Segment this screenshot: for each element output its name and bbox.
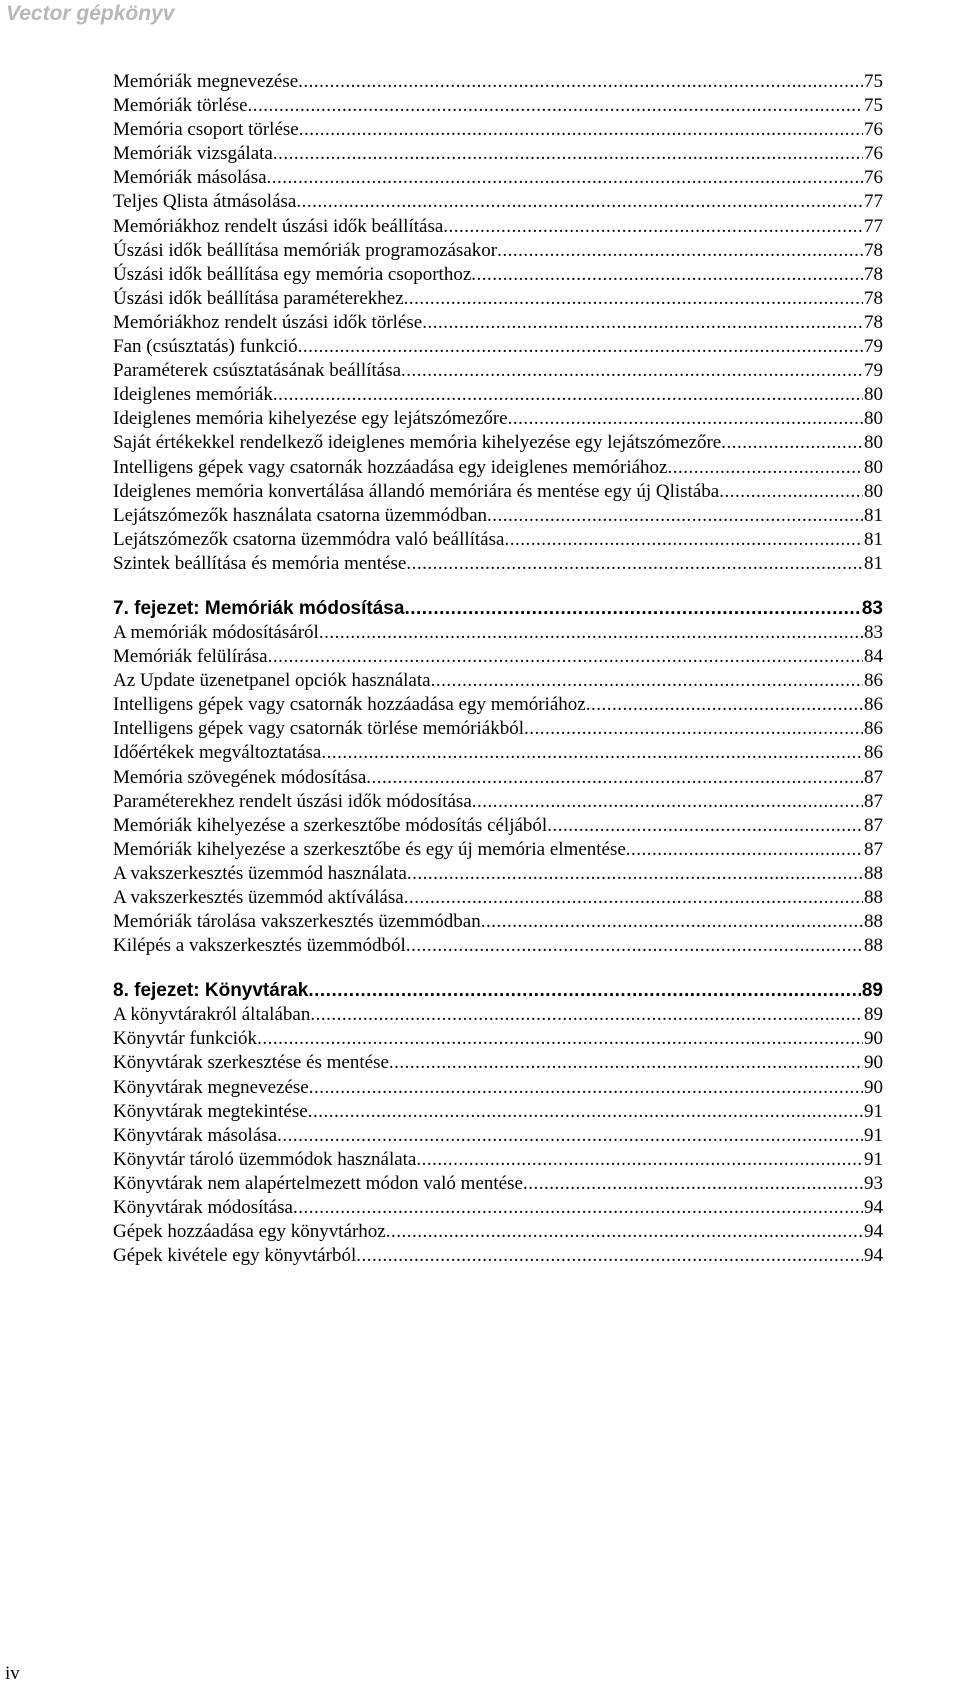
running-header-title: Vector gépkönyv [6,2,175,25]
leader-dots [308,980,861,1002]
leader-dots [273,143,863,165]
entry-title: Lejátszómezők csatorna üzemmódra való beállítása [113,528,505,550]
entry-page-number: 79 [864,336,883,358]
leader-dots [472,791,863,813]
entry-title: Úszási idők beállítása egy memória csoporthoz [113,263,472,285]
entry-page-number: 88 [864,911,883,933]
entry-title: Ideiglenes memória kihelyezése egy lejátszómezőre [113,408,508,430]
entry-page-number: 86 [864,742,883,764]
leader-dots [524,718,863,740]
toc-entry[interactable] [113,384,883,408]
entry-page-number: 87 [864,838,883,860]
section-gap [113,577,883,590]
toc-entry[interactable] [113,622,883,646]
entry-page-number: 93 [864,1172,883,1194]
leader-dots [321,742,863,764]
leader-dots [422,312,863,334]
leader-dots [721,432,863,454]
leader-dots [667,457,863,479]
leader-dots [406,553,863,575]
entry-title: Időértékek megváltoztatása [113,742,322,764]
entry-title: Könyvtár funkciók [113,1028,258,1050]
toc-entry[interactable] [113,1149,883,1173]
entry-page-number: 81 [864,528,883,550]
entry-page-number: 79 [864,360,883,382]
leader-dots [586,694,863,716]
entry-page-number: 94 [864,1245,883,1267]
entry-page-number: 78 [864,239,883,261]
toc-entry[interactable] [113,481,883,505]
entry-page-number: 75 [864,71,883,92]
toc-entry[interactable] [113,312,883,336]
entry-title: Könyvtárak megtekintése [113,1100,308,1122]
entry-page-number: 80 [864,432,883,454]
leader-dots [257,1028,863,1050]
entry-page-number: 75 [864,95,883,117]
toc-entry[interactable] [113,191,883,215]
entry-title: Szintek beállítása és memória mentése [113,552,407,574]
leader-dots [626,839,863,861]
leader-dots [547,815,863,837]
entry-page-number: 78 [864,311,883,333]
toc-entry[interactable] [113,887,883,911]
toc-entry[interactable] [113,336,883,360]
chapter-title: 8. fejezet: Könyvtárak [113,980,309,1002]
entry-title: Gépek hozzáadása egy könyvtárhoz [113,1221,386,1243]
toc-entry[interactable] [113,119,883,143]
leader-dots [248,95,863,117]
toc-entry[interactable] [113,646,883,670]
entry-page-number: 78 [864,263,883,285]
toc-entry[interactable] [113,767,883,791]
leader-dots [389,1052,863,1074]
toc-entry[interactable] [113,935,883,959]
entry-title: Memóriákhoz rendelt úszási idők törlése [113,311,423,333]
leader-dots [487,505,863,527]
entry-title: Úszási idők beállítása paraméterekhez [113,287,404,309]
entry-title: Memóriák vizsgálata [113,143,273,165]
entry-page-number: 78 [864,287,883,309]
leader-dots [431,670,863,692]
toc-entry[interactable] [113,143,883,167]
entry-title: A vakszerkesztés üzemmód használata [113,862,407,884]
leader-dots [497,240,863,262]
toc-entry[interactable] [113,815,883,839]
toc-entry[interactable] [113,863,883,887]
toc-entry[interactable] [113,1221,883,1245]
toc-entry[interactable] [113,1004,883,1028]
leader-dots [407,863,863,885]
toc-entry[interactable] [113,529,883,553]
toc-entry[interactable] [113,71,883,95]
entry-title: Könyvtár tároló üzemmódok használata [113,1148,417,1170]
toc-entry[interactable] [113,718,883,742]
toc-entry[interactable] [113,553,883,577]
entry-page-number: 86 [864,718,883,740]
entry-page-number: 80 [864,384,883,406]
leader-dots [523,1173,863,1195]
leader-dots [293,1197,863,1219]
entry-page-number: 87 [864,766,883,788]
toc-entry[interactable] [113,1197,883,1221]
toc-entry[interactable] [113,505,883,529]
toc-entry[interactable] [113,216,883,240]
toc-entry[interactable] [113,360,883,384]
section-gap [113,959,883,972]
entry-title: Memóriák kihelyezése a szerkesztőbe és egy új memória elmentése [113,838,626,860]
entry-title: Könyvtárak módosítása [113,1197,293,1219]
leader-dots [299,119,863,141]
entry-title: A memóriák módosításáról [113,621,319,643]
toc-entry[interactable] [113,1028,883,1052]
entry-page-number: 88 [864,935,883,957]
leader-dots [443,216,863,238]
entry-page-number: 83 [864,621,883,643]
entry-title: Saját értékekkel rendelkező ideiglenes memória kihelyezése egy lejátszómezőre [113,432,722,454]
entry-title: Úszási idők beállítása memóriák programozásakor [113,239,498,261]
chapter-title: 7. fejezet: Memóriák módosítása [113,597,405,619]
entry-page-number: 91 [864,1100,883,1122]
entry-title: Gépek kivétele egy könyvtárból [113,1245,357,1267]
toc-entry[interactable] [113,742,883,766]
toc-entry[interactable] [113,240,883,264]
leader-dots [366,767,863,789]
entry-page-number: 86 [864,694,883,716]
toc-entry[interactable] [113,288,883,312]
entry-page-number: 91 [864,1148,883,1170]
entry-page-number: 76 [864,167,883,189]
chapter-page-number: 83 [861,597,883,619]
entry-title: Az Update üzenetpanel opciók használata [113,670,431,692]
entry-title: Könyvtárak megnevezése [113,1076,309,1098]
leader-dots [406,935,863,957]
entry-page-number: 81 [864,504,883,526]
entry-page-number: 87 [864,790,883,812]
entry-title: Könyvtárak nem alapértelmezett módon való mentése [113,1172,523,1194]
leader-dots [471,264,863,286]
entry-title: Memória csoport törlése [113,119,299,141]
entry-title: A könyvtárakról általában [113,1004,311,1026]
entry-page-number: 90 [864,1028,883,1050]
entry-page-number: 81 [864,552,883,574]
entry-title: Memóriák tárolása vakszerkesztés üzemmódban [113,911,481,933]
entry-page-number: 94 [864,1221,883,1243]
entry-title: Paraméterek csúsztatásának beállítása [113,360,402,382]
leader-dots [298,71,863,93]
toc-entry[interactable] [113,1173,883,1197]
entry-title: Ideiglenes memória konvertálása állandó memóriára és mentése egy új Qlistába [113,480,720,502]
entry-title: Paraméterekhez rendelt úszási idők módosítása [113,790,472,812]
entry-page-number: 88 [864,862,883,884]
leader-dots [309,1077,863,1099]
leader-dots [268,646,863,668]
leader-dots [401,360,863,382]
entry-title: Ideiglenes memóriák [113,384,273,406]
leader-dots [719,481,863,503]
toc-entry[interactable] [113,694,883,718]
leader-dots [404,288,863,310]
entry-page-number: 80 [864,408,883,430]
entry-title: Könyvtárak másolása [113,1124,278,1146]
toc-entry[interactable] [113,1125,883,1149]
entry-page-number: 87 [864,814,883,836]
entry-title: Intelligens gépek vagy csatornák hozzáadása egy memóriához [113,694,586,716]
leader-dots [277,1125,863,1147]
toc-entry[interactable] [113,264,883,288]
entry-page-number: 77 [864,215,883,237]
leader-dots [310,1004,863,1026]
entry-page-number: 80 [864,480,883,502]
toc-entry[interactable] [113,95,883,119]
entry-title: Memóriák megnevezése [113,71,299,92]
entry-title: Memória szövegének módosítása [113,766,367,788]
toc-chapter-heading[interactable] [113,590,883,622]
entry-title: Lejátszómezők használata csatorna üzemmódban [113,504,488,526]
toc-entry[interactable] [113,791,883,815]
entry-page-number: 88 [864,887,883,908]
entry-page-number: 84 [864,646,883,668]
toc-entry[interactable] [113,670,883,694]
toc-entry[interactable] [113,1052,883,1076]
leader-dots [404,598,860,620]
leader-dots [481,911,863,933]
leader-dots [273,384,863,406]
toc-chapter-heading[interactable] [113,972,883,1004]
entry-page-number: 90 [864,1052,883,1074]
toc-entry[interactable] [113,432,883,456]
table-of-contents [113,71,883,1269]
leader-dots [416,1149,863,1171]
chapter-page-number: 89 [861,980,883,1002]
entry-title: Fan (csúsztatás) funkció [113,336,298,358]
entry-title: Memóriák törlése [113,95,248,117]
toc-entry[interactable] [113,167,883,191]
leader-dots [504,529,863,551]
page-number: iv [5,1663,20,1684]
toc-entry[interactable] [113,408,883,432]
leader-dots [298,336,863,358]
entry-title: Teljes Qlista átmásolása [113,191,297,213]
entry-page-number: 76 [864,119,883,141]
leader-dots [319,622,863,644]
toc-entry[interactable] [113,911,883,935]
leader-dots [296,191,863,213]
entry-page-number: 89 [864,1004,883,1026]
leader-dots [386,1221,863,1243]
toc-entry[interactable] [113,457,883,481]
toc-entry[interactable] [113,839,883,863]
entry-title: Könyvtárak szerkesztése és mentése [113,1052,389,1074]
toc-entry[interactable] [113,1101,883,1125]
entry-page-number: 91 [864,1124,883,1146]
entry-title: Intelligens gépek vagy csatornák törlése memóriákból [113,718,525,740]
leader-dots [356,1245,863,1267]
entry-page-number: 90 [864,1076,883,1098]
entry-title: Memóriák másolása [113,167,267,189]
entry-page-number: 80 [864,456,883,478]
leader-dots [308,1101,863,1123]
entry-page-number: 94 [864,1197,883,1219]
leader-dots [267,167,863,189]
entry-page-number: 77 [864,191,883,213]
entry-title: Memóriákhoz rendelt úszási idők beállítása [113,215,444,237]
entry-page-number: 76 [864,143,883,165]
leader-dots [508,408,863,430]
entry-title: Memóriák felülírása [113,646,268,668]
leader-dots [404,887,863,909]
entry-title: Intelligens gépek vagy csatornák hozzáadása egy ideiglenes memóriához [113,456,668,478]
entry-page-number: 86 [864,670,883,692]
toc-entry[interactable] [113,1245,883,1269]
toc-entry[interactable] [113,1077,883,1101]
entry-title: Kilépés a vakszerkesztés üzemmódból [113,935,406,957]
entry-title: Memóriák kihelyezése a szerkesztőbe módosítás céljából [113,814,548,836]
entry-title: A vakszerkesztés üzemmód aktíválása [113,887,404,908]
